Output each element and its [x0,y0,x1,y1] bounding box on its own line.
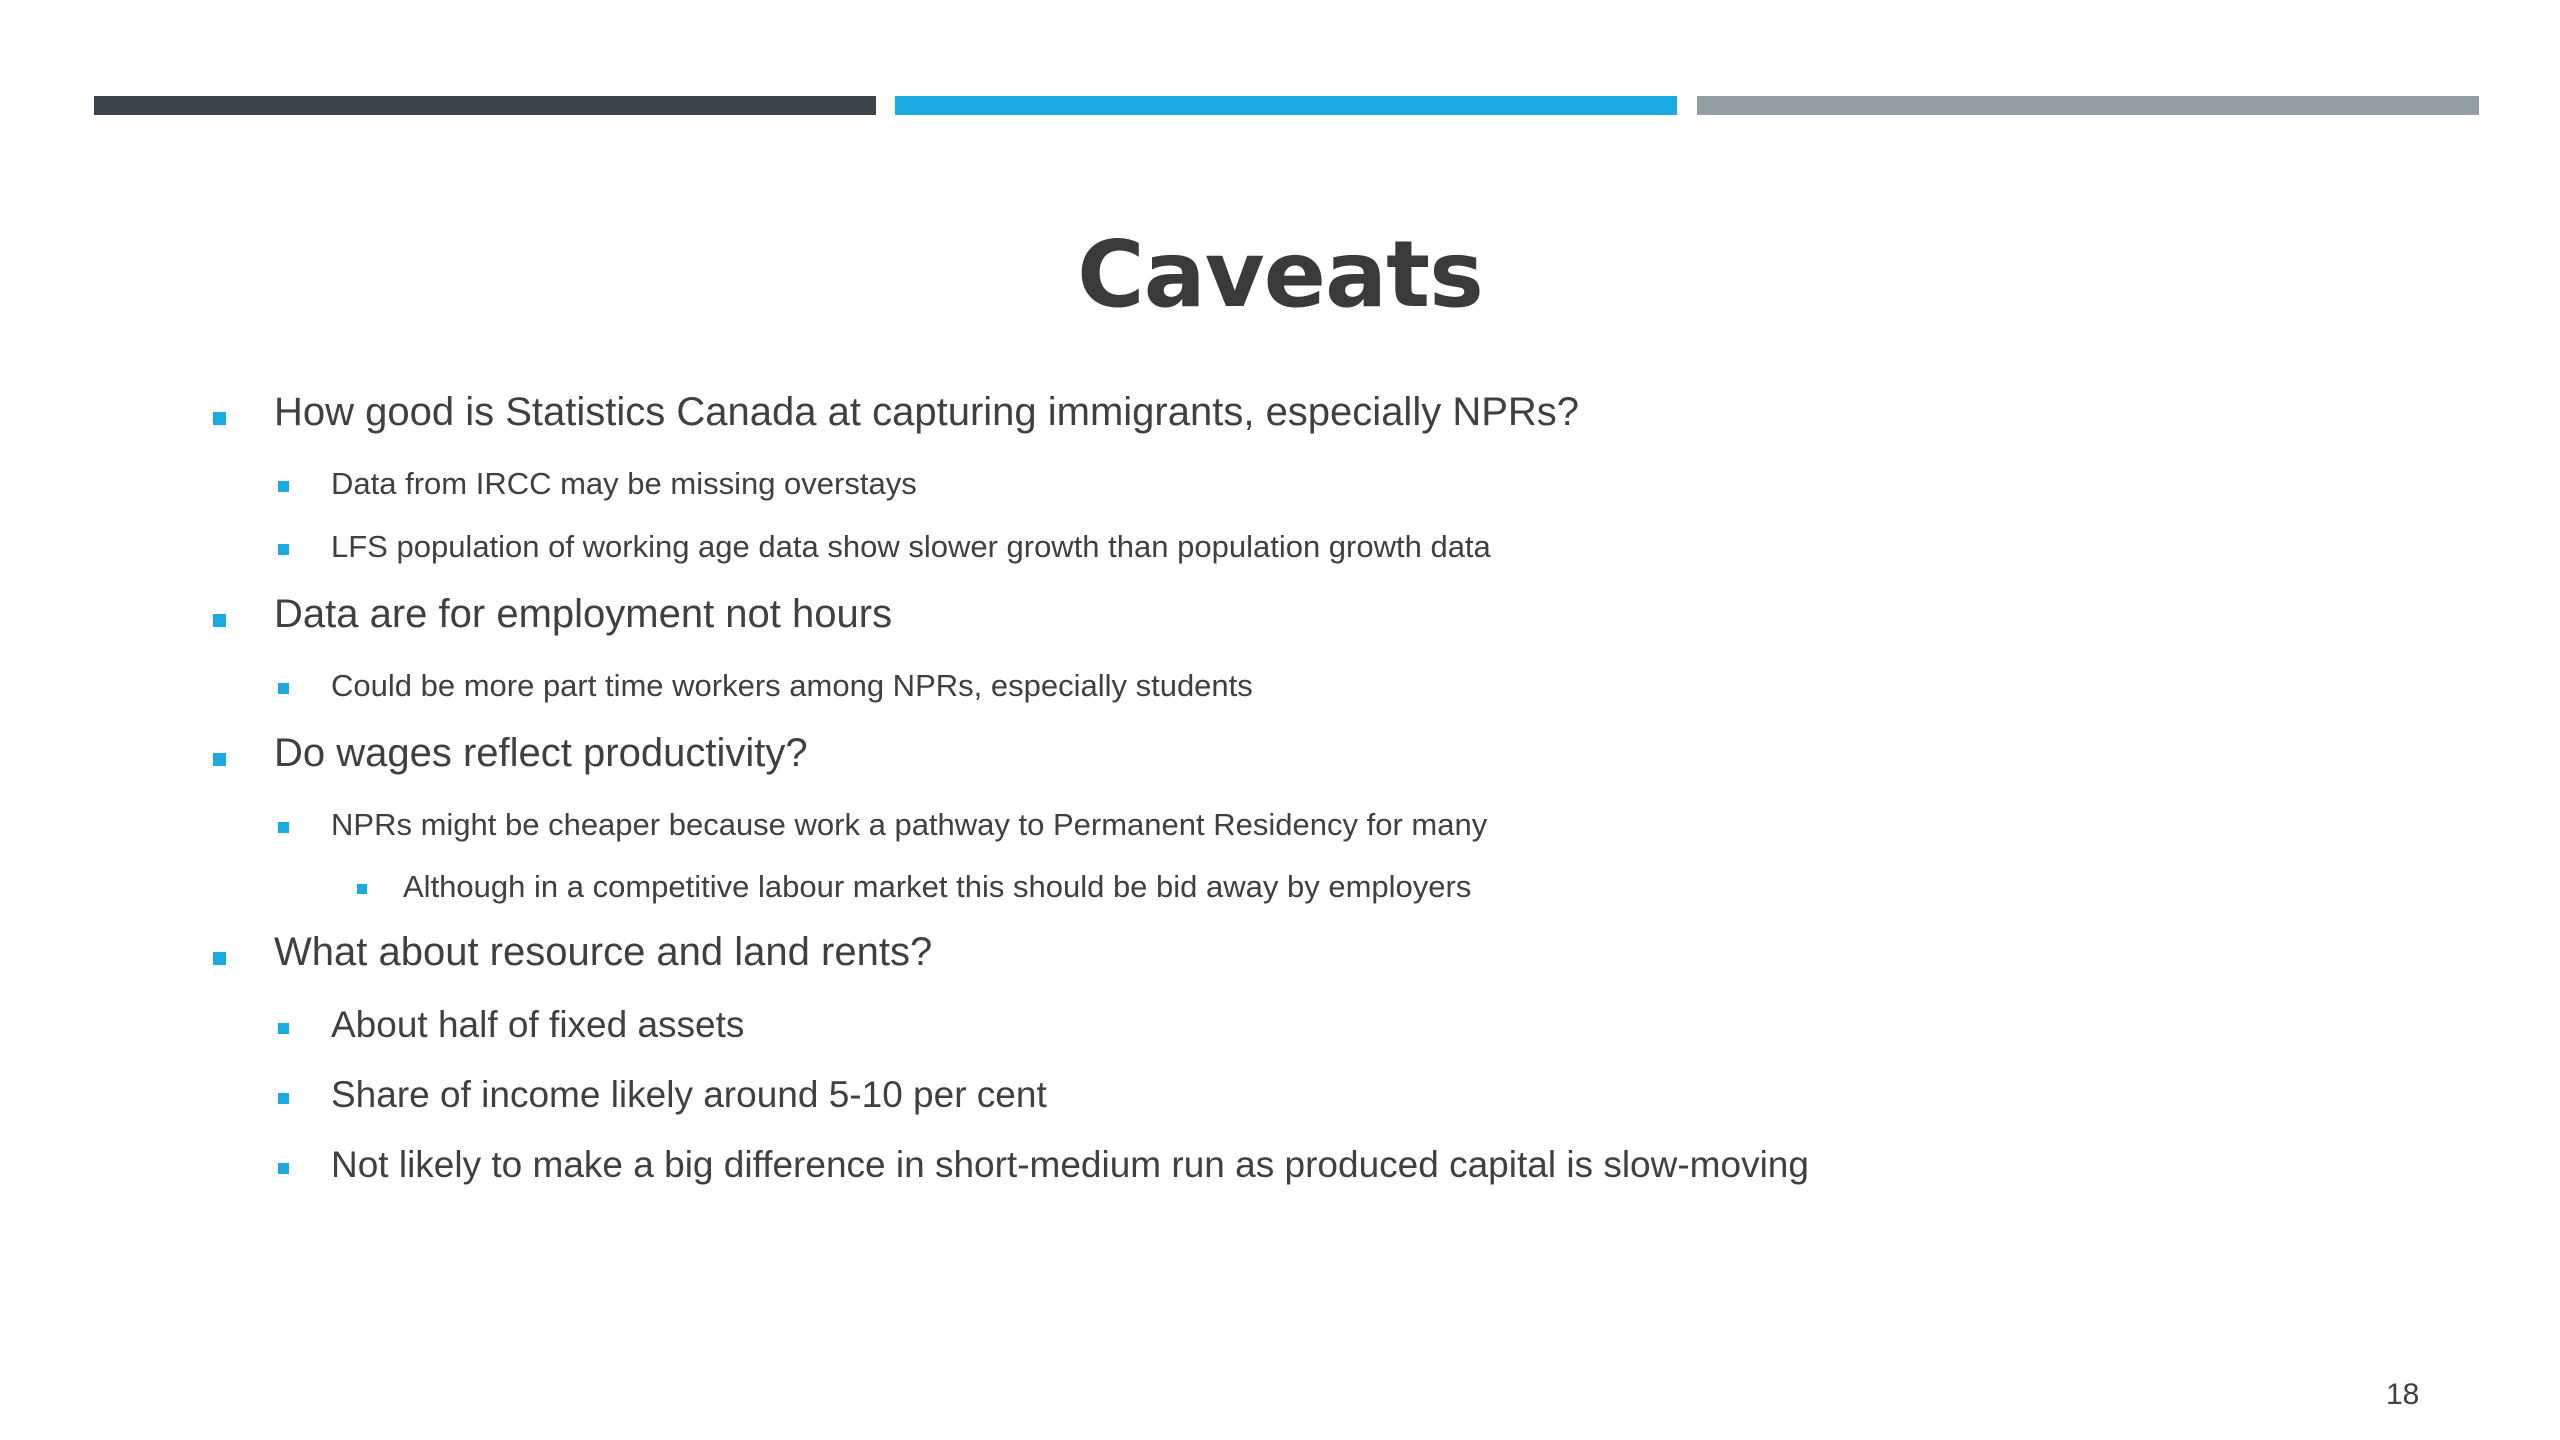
bullet-text: About half of fixed assets [331,1004,745,1045]
page-number: 18 [2386,1378,2420,1411]
header-bar-blue [895,96,1677,115]
square-bullet-icon [278,1023,289,1034]
bullet-text: Share of income likely around 5-10 per cent [331,1074,1047,1115]
slide-title: Caveats [1077,221,1483,328]
bullet-text: Could be more part time workers among NPRs, especially students [331,668,1253,703]
square-bullet-icon [278,1163,289,1174]
bullet-text: Data are for employment not hours [274,592,893,636]
bullet-text: Do wages reflect productivity? [274,731,808,775]
square-bullet-icon [357,884,367,894]
square-bullet-icon [213,412,226,425]
square-bullet-icon [278,481,289,492]
square-bullet-icon [213,614,226,627]
square-bullet-icon [213,952,226,965]
square-bullet-icon [278,822,289,833]
bullet-text: How good is Statistics Canada at capturing immigrants, especially NPRs? [274,390,1580,434]
header-bar-dark [94,96,876,115]
bullet-text: Not likely to make a big difference in short-medium run as produced capital is slow-moving [331,1144,1809,1185]
bullet-text: Although in a competitive labour market this should be bid away by employers [403,869,1472,904]
bullet-text: What about resource and land rents? [274,930,933,974]
bullet-text: Data from IRCC may be missing overstays [331,466,917,501]
square-bullet-icon [278,544,289,555]
bullet-text: LFS population of working age data show slower growth than population growth data [331,529,1491,564]
bullet-text: NPRs might be cheaper because work a pathway to Permanent Residency for many [331,807,1488,842]
header-bar-gray [1697,96,2479,115]
square-bullet-icon [213,753,226,766]
square-bullet-icon [278,683,289,694]
square-bullet-icon [278,1093,289,1104]
